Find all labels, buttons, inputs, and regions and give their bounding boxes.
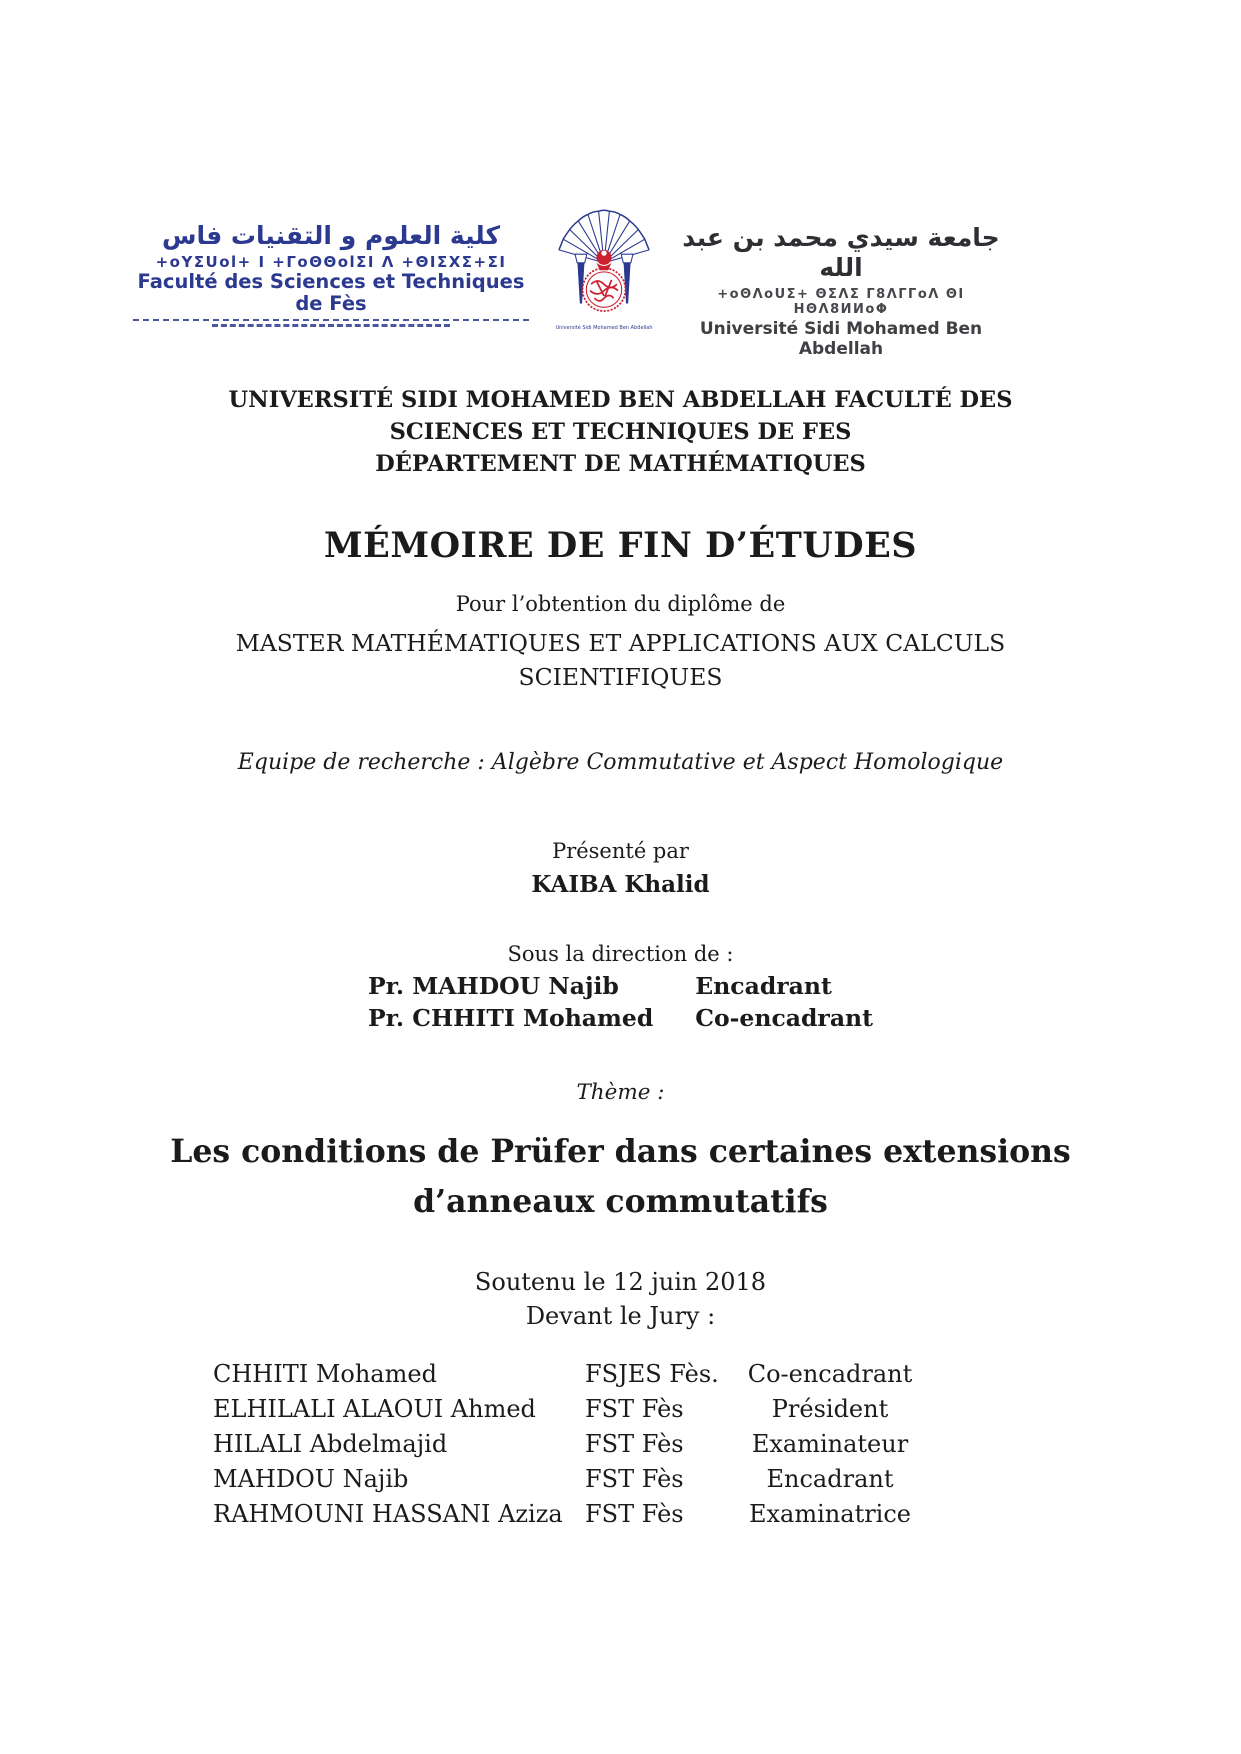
master-line1: MASTER MATHÉMATIQUES ET APPLICATIONS AUX CALCULS bbox=[235, 628, 1006, 657]
institution-line2: SCIENCES ET TECHNIQUES DE FES bbox=[389, 418, 852, 445]
jury-member-name: RAHMOUNI HASSANI Aziza bbox=[213, 1499, 563, 1528]
author-name: KAIBA Khalid bbox=[531, 870, 710, 898]
jury-member-role: Examinatrice bbox=[749, 1499, 911, 1528]
obtention-line: Pour l’obtention du diplôme de bbox=[455, 591, 786, 616]
director-name: Pr. CHHITI Mohamed bbox=[368, 1003, 654, 1032]
jury-member-role: Encadrant bbox=[766, 1464, 894, 1493]
jury-member-affiliation: FST Fès bbox=[585, 1429, 684, 1458]
fst-fes-logo bbox=[125, 207, 537, 327]
presented-by-label: Présenté par bbox=[552, 838, 689, 863]
fst-logo-ornament bbox=[125, 319, 537, 327]
seal-caption: Université Sidi Mohamed Ben Abdellah bbox=[555, 325, 653, 331]
thesis-title bbox=[0, 1127, 1241, 1228]
jury-member-name: HILALI Abdelmajid bbox=[213, 1429, 448, 1458]
jury-member-name: ELHILALI ALAOUI Ahmed bbox=[213, 1394, 536, 1423]
university-seal bbox=[543, 207, 665, 332]
jury-member-affiliation: FSJES Fès. bbox=[585, 1359, 719, 1388]
jury-label: Devant le Jury : bbox=[525, 1301, 716, 1330]
jury-member-role: Président bbox=[771, 1394, 889, 1423]
institution-header bbox=[0, 385, 1241, 481]
jury-member-affiliation: FST Fès bbox=[585, 1499, 684, 1528]
fst-french-title: Faculté des Sciences et Techniques de Fès bbox=[137, 270, 525, 316]
jury-member-name: CHHITI Mohamed bbox=[213, 1359, 437, 1388]
jury-member-affiliation: FST Fès bbox=[585, 1394, 684, 1423]
logo-band bbox=[0, 0, 1241, 359]
theme-label: Thème : bbox=[576, 1079, 665, 1105]
defense-date: Soutenu le 12 juin 2018 bbox=[474, 1267, 767, 1296]
institution-line3: DÉPARTEMENT DE MATHÉMATIQUES bbox=[375, 450, 866, 477]
jury-member-affiliation: FST Fès bbox=[585, 1464, 684, 1493]
university-seal-icon bbox=[545, 207, 663, 325]
fst-arabic-title: كلية العلوم و التقنيات فاس bbox=[161, 221, 501, 250]
director-role: Encadrant bbox=[695, 971, 832, 1000]
research-team-line: Equipe de recherche : Algèbre Commutative et Aspect Homologique bbox=[237, 749, 1004, 775]
director-name: Pr. MAHDOU Najib bbox=[368, 971, 619, 1000]
directors-block bbox=[0, 966, 1241, 1032]
jury-member-role: Examinateur bbox=[751, 1429, 909, 1458]
director-role: Co-encadrant bbox=[695, 1003, 873, 1032]
master-line2: SCIENTIFIQUES bbox=[518, 662, 723, 691]
usmba-french-title: Université Sidi Mohamed Ben Abdellah bbox=[699, 319, 983, 359]
master-program bbox=[0, 626, 1241, 694]
jury-member-name: MAHDOU Najib bbox=[213, 1464, 409, 1493]
usmba-arabic-title: جامعة سيدي محمد بن عبد الله bbox=[682, 223, 1000, 282]
fst-tifinagh-title: +oYΣUol+ I +ΓoΘΘolΣI Λ +ΘIΣXΣ+ΣI bbox=[155, 253, 507, 271]
institution-line1: UNIVERSITÉ SIDI MOHAMED BEN ABDELLAH FACULTÉ DES bbox=[228, 387, 1013, 413]
thesis-title-line2: d’anneaux commutatifs bbox=[413, 1183, 828, 1221]
jury-table bbox=[213, 1360, 923, 1528]
memoire-title: MÉMOIRE DE FIN D’ÉTUDES bbox=[323, 524, 918, 566]
usmba-logo bbox=[671, 207, 1011, 359]
direction-label: Sous la direction de : bbox=[507, 941, 734, 966]
usmba-tifinagh-title: +oΘΛoUΣ+ ΘΣΛΣ Γ8ΛΓΓoΛ ΘI ΗΘΛ8ИИoΦ bbox=[717, 287, 965, 317]
jury-member-role: Co-encadrant bbox=[747, 1359, 913, 1388]
thesis-title-line1: Les conditions de Prüfer dans certaines extensions bbox=[170, 1132, 1071, 1170]
